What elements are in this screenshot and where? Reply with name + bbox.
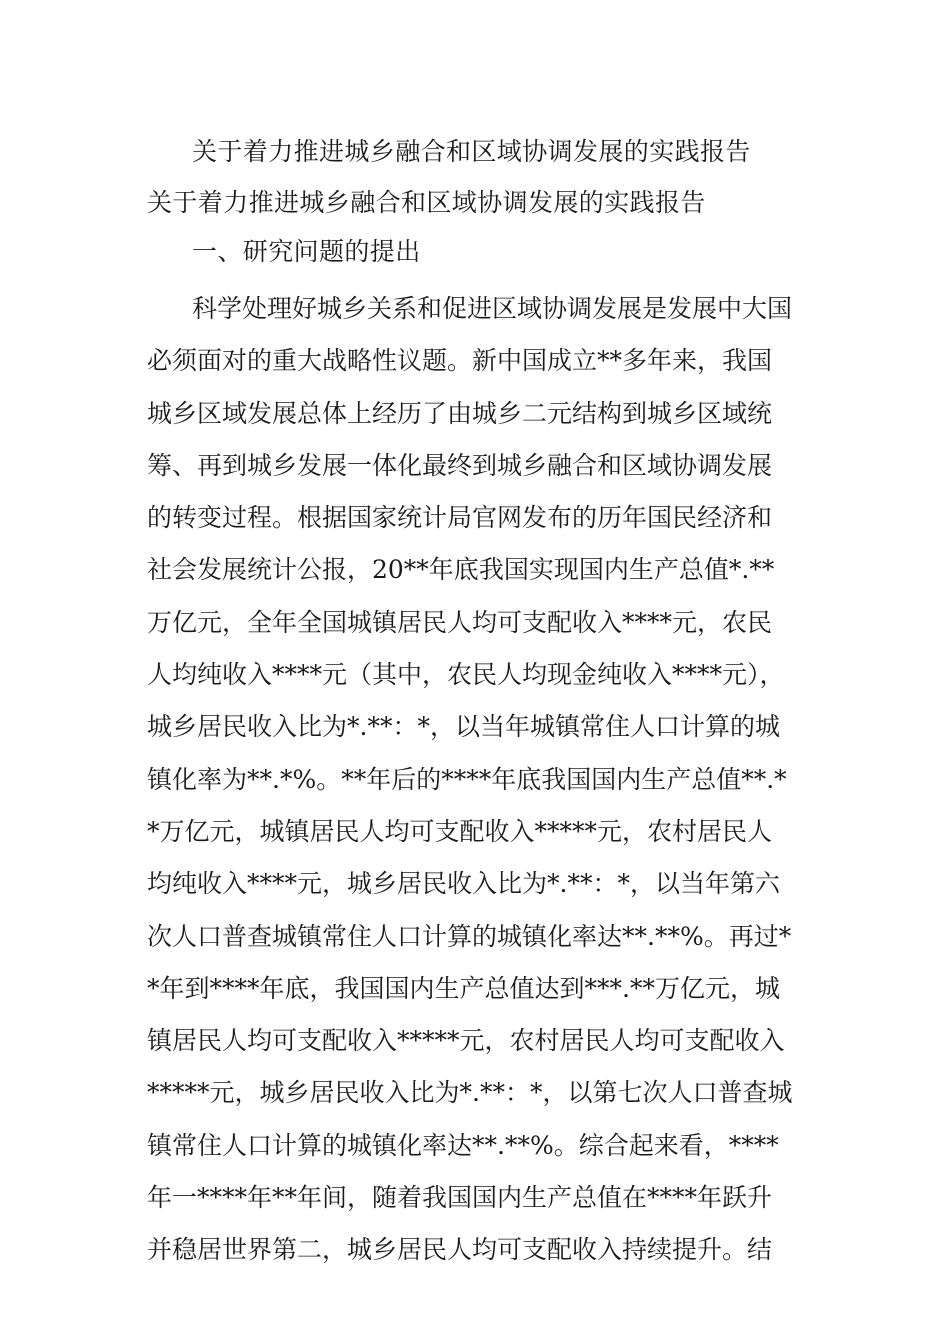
line-text: 科学处理好城乡关系和促进区域协调发展是发展中大国 (192, 294, 793, 323)
paragraph-line (147, 544, 817, 596)
line-text: 镇化率为**.*%。**年后的****年底我国国内生产总值**.* (147, 764, 787, 794)
line-text: 均纯收入****元，城乡居民收入比为*.**：*，以当年第六 (147, 869, 780, 899)
line-text: 万亿元，全年全国城镇居民人均可支配收入****元，农民 (147, 607, 773, 637)
line-text: 社会发展统计公报，20**年底我国实现国内生产总值*.** (147, 555, 775, 585)
paragraph-line (147, 701, 817, 753)
line-text: 城乡区域发展总体上经历了由城乡二元结构到城乡区域统 (147, 398, 773, 428)
paragraph-line (147, 1015, 817, 1067)
paragraph-line (147, 858, 817, 910)
line-text: *年到****年底，我国国内生产总值达到***.**万亿元，城 (147, 973, 780, 1003)
paragraph-line (147, 283, 817, 335)
paragraph-line (147, 492, 817, 544)
paragraph-line (147, 597, 817, 649)
paragraph-line (147, 335, 817, 387)
paragraph-line (147, 388, 817, 440)
section-heading: 一、研究问题的提出 (192, 237, 421, 266)
document-subtitle: 关于着力推进城乡融合和区域协调发展的实践报告 (147, 188, 706, 217)
paragraph-line (147, 440, 817, 492)
paragraph-line (147, 911, 817, 963)
paragraph-line (147, 1224, 817, 1276)
paragraph-line (147, 1120, 817, 1172)
line-text: 筹、再到城乡发展一体化最终到城乡融合和区域协调发展 (147, 450, 773, 480)
paragraph-line (147, 649, 817, 701)
line-text: 人均纯收入****元（其中，农民人均现金纯收入****元）， (147, 660, 785, 690)
line-text: 镇常住人口计算的城镇化率达**.**%。综合起来看，**** (147, 1130, 779, 1160)
line-text: 城乡居民收入比为*.**：*，以当年城镇常住人口计算的城 (147, 712, 780, 742)
paragraph-line (147, 963, 817, 1015)
line-text: *****元，城乡居民收入比为*.**：*，以第七次人口普查城 (147, 1078, 793, 1108)
line-text: 并稳居世界第二，城乡居民人均可支配收入持续提升。结 (147, 1235, 773, 1265)
paragraph-line (147, 754, 817, 806)
line-text: 必须面对的重大战略性议题。新中国成立**多年来，我国 (147, 346, 773, 376)
paragraph-line (147, 1067, 817, 1119)
paragraph-line (147, 806, 817, 858)
line-text: 的转变过程。根据国家统计局官网发布的历年国民经济和 (147, 503, 773, 533)
line-text: 年一****年**年间，随着我国国内生产总值在****年跃升 (147, 1183, 773, 1213)
line-text: *万亿元，城镇居民人均可支配收入*****元，农村居民人 (147, 816, 773, 846)
paragraph-body (147, 283, 817, 1277)
line-text: 次人口普查城镇常住人口计算的城镇化率达**.**%。再过* (147, 921, 792, 951)
paragraph-line (147, 1172, 817, 1224)
line-text: 镇居民人均可支配收入*****元，农村居民人均可支配收入 (147, 1026, 785, 1056)
document-title: 关于着力推进城乡融合和区域协调发展的实践报告 (192, 137, 751, 166)
